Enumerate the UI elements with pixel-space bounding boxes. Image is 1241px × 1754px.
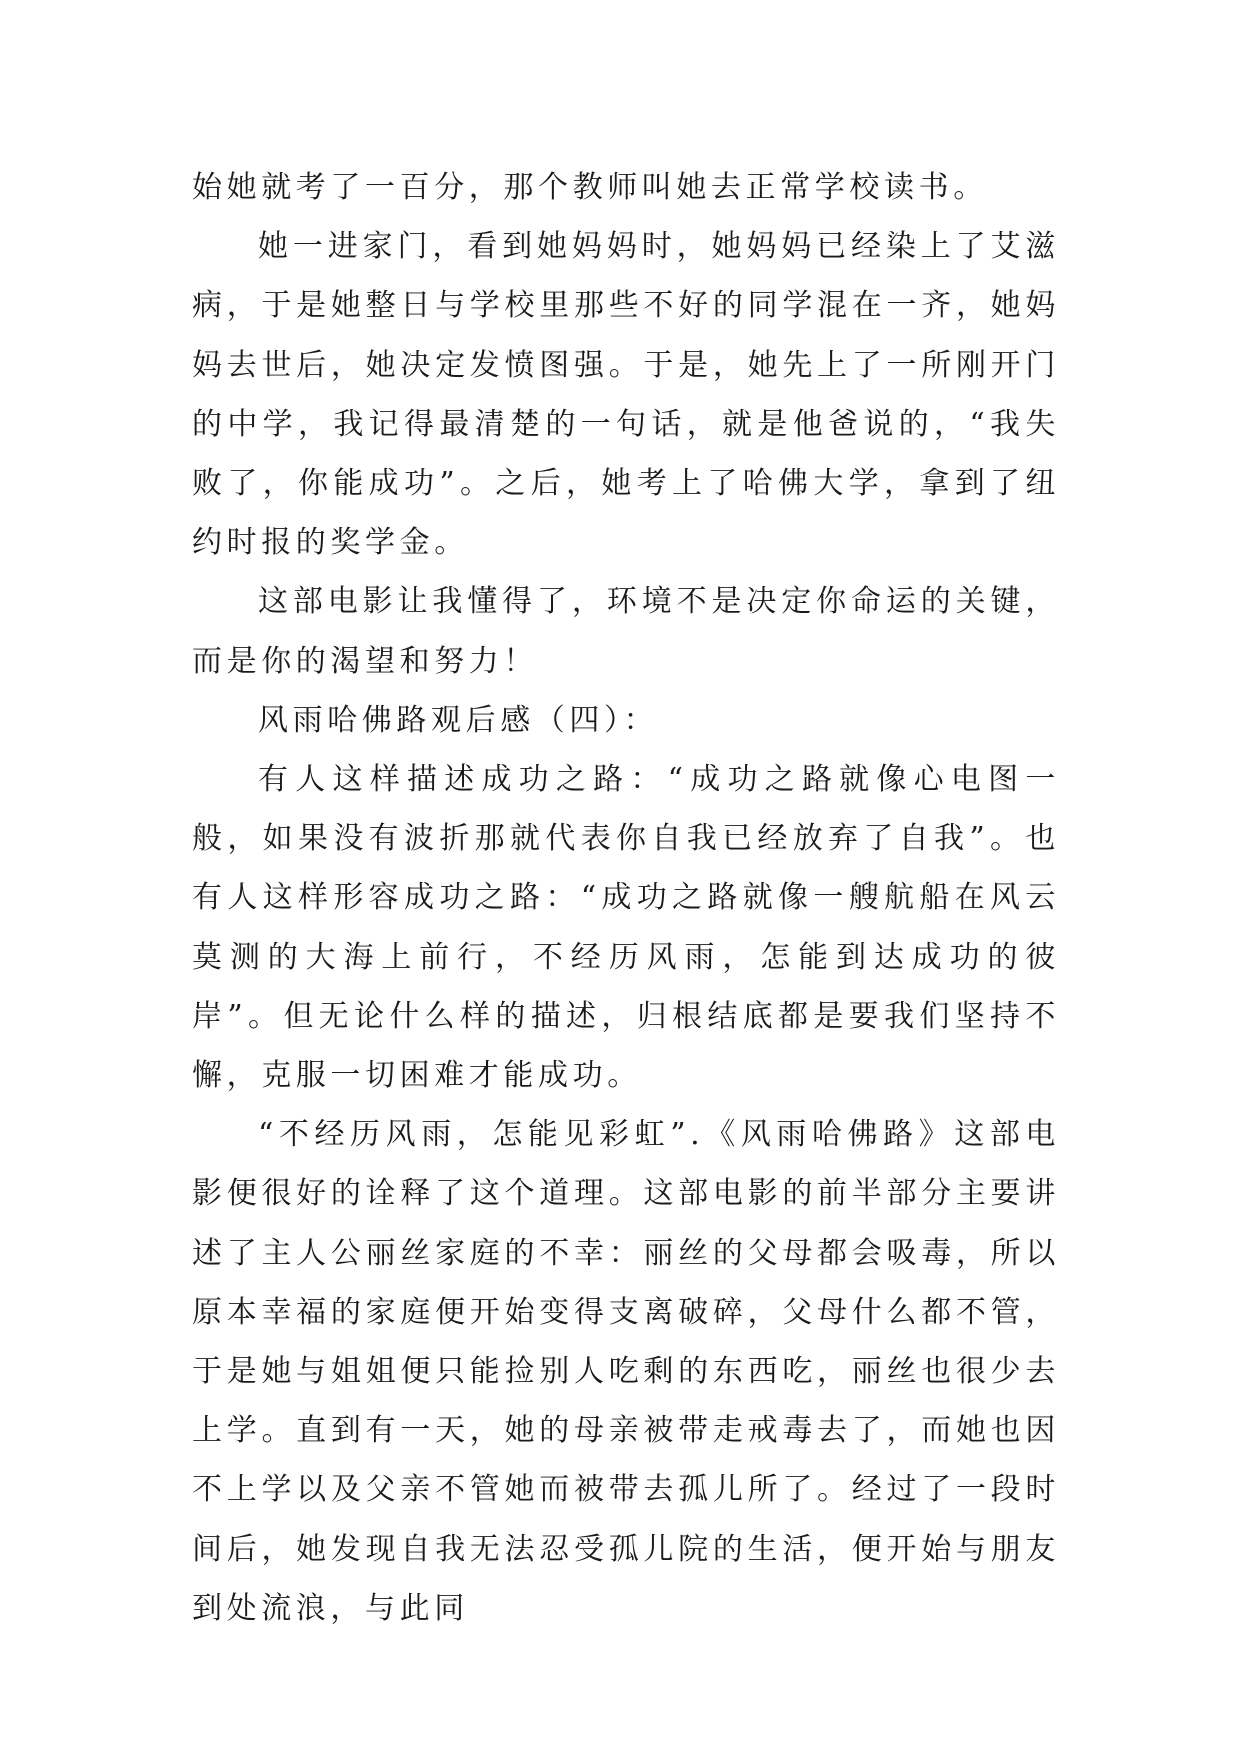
document-body bbox=[192, 158, 1060, 1638]
paragraph-movie-lesson: 这部电影让我懂得了，环境不是决定你命运的关键，而是你的渴望和努力！ bbox=[192, 584, 1060, 679]
paragraph-path-to-success: 有人这样描述成功之路：“成功之路就像心电图一般，如果没有波折那就代表你自我已经放弃了自我”。也有人这样形容成功之路：“成功之路就像一艘航船在风云莫测的大海上前行，不经历风雨，怎能到达成功的彼岸”。但无论什么样的描述，归根结底都是要我们坚持不懈，克服一切困难才能成功。 bbox=[192, 762, 1060, 1094]
paragraph-mother-aids: 她一进家门，看到她妈妈时，她妈妈已经染上了艾滋病，于是她整日与学校里那些不好的同学混在一齐，她妈妈去世后，她决定发愤图强。于是，她先上了一所刚开门的中学，我记得最清楚的一句话，就是他爸说的，“我失败了，你能成功”。之后，她考上了哈佛大学，拿到了纽约时报的奖学金。 bbox=[192, 229, 1060, 561]
paragraph-continuation: 始她就考了一百分，那个教师叫她去正常学校读书。 bbox=[192, 170, 988, 205]
section-heading: 风雨哈佛路观后感（四）： bbox=[258, 702, 659, 738]
paragraph-movie-summary: “不经历风雨，怎能见彩虹”.《风雨哈佛路》这部电影便很好的诠释了这个道理。这部电影的前半部分主要讲述了主人公丽丝家庭的不幸：丽丝的父母都会吸毒，所以原本幸福的家庭便开始变得支离破碎，父母什么都不管，于是她与姐姐便只能捡别人吃剩的东西吃，丽丝也很少去上学。直到有一天，她的母亲被带走戒毒去了，而她也因不上学以及父亲不管她而被带去孤儿所了。经过了一段时间后，她发现自我无法忍受孤儿院的生活，便开始与朋友到处流浪，与此同 bbox=[192, 1117, 1060, 1626]
